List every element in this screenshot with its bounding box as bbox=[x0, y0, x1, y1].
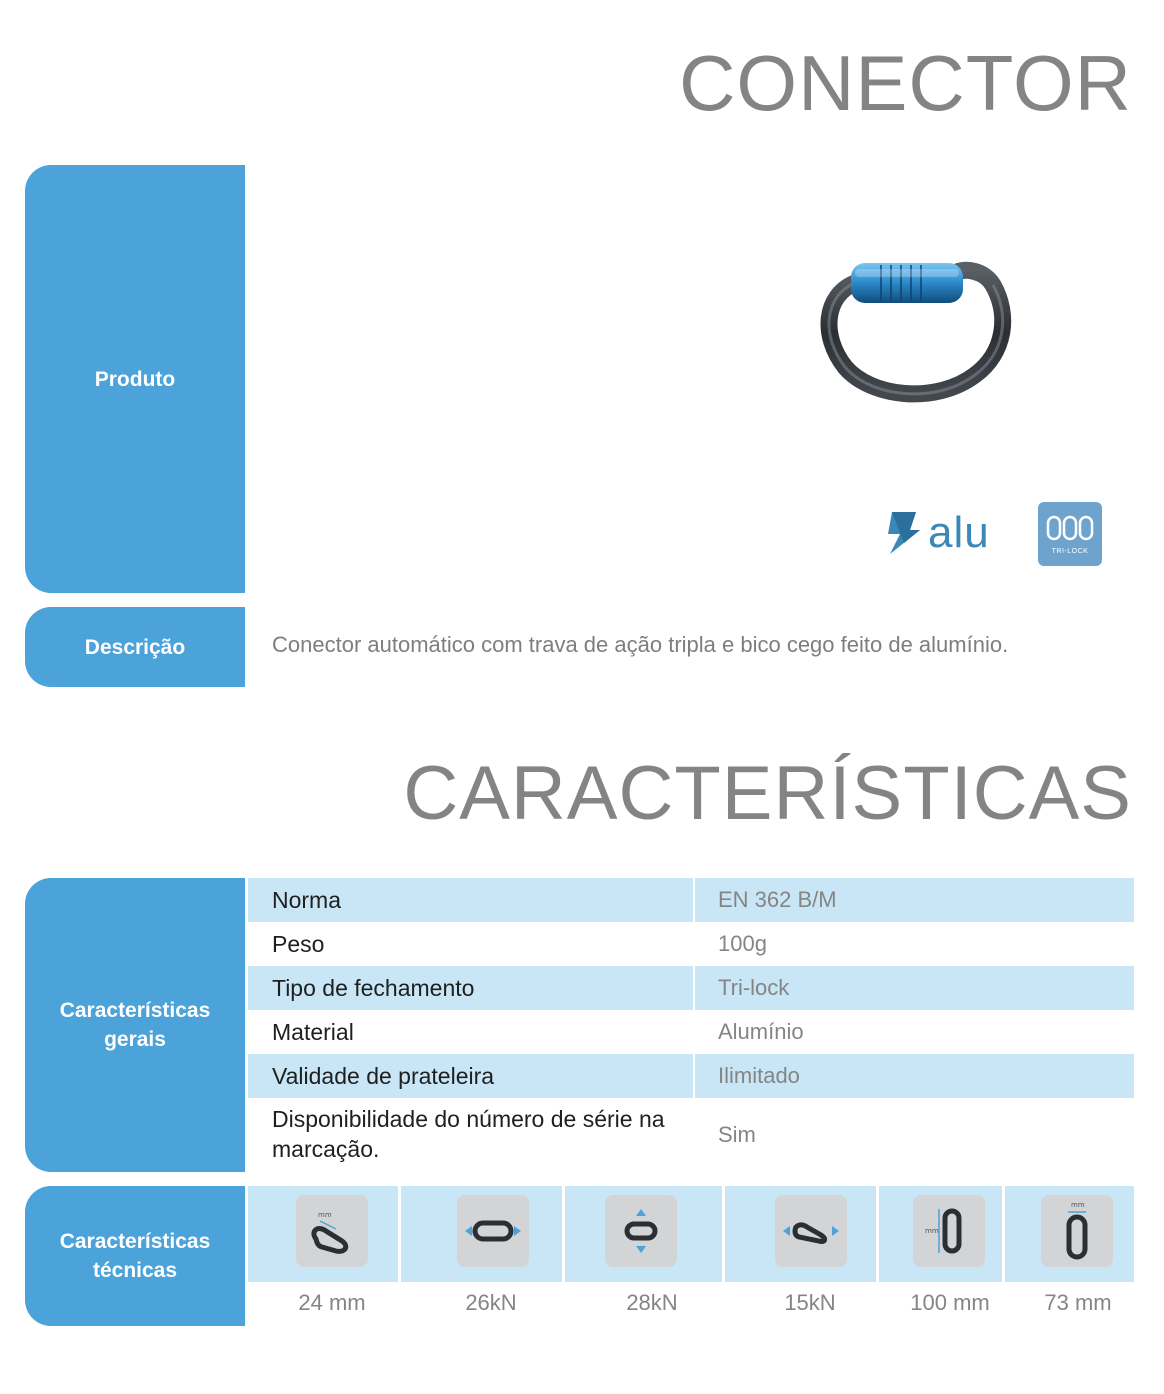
column-divider bbox=[693, 878, 695, 922]
gate-open-strength-icon bbox=[775, 1195, 847, 1267]
tech-item bbox=[725, 1186, 876, 1282]
length-icon bbox=[913, 1195, 985, 1267]
produto-label: Produto bbox=[94, 367, 176, 391]
row-key: Tipo de fechamento bbox=[272, 975, 475, 1001]
gate-opening-icon bbox=[296, 1195, 368, 1267]
page-title: CONECTOR bbox=[679, 39, 1132, 127]
lightning-icon bbox=[886, 510, 922, 556]
tech-value: 24 mm bbox=[298, 1290, 366, 1315]
row-value: Ilimitado bbox=[718, 1063, 800, 1088]
descricao-label-box bbox=[25, 607, 245, 687]
row-value: Sim bbox=[718, 1122, 756, 1147]
width-icon bbox=[1041, 1195, 1113, 1267]
alu-label: alu bbox=[928, 508, 990, 557]
carabiner-product-image bbox=[815, 255, 1015, 410]
table-row bbox=[248, 878, 1134, 922]
aluminium-logo bbox=[886, 508, 990, 558]
tech-item bbox=[1005, 1186, 1134, 1282]
minor-axis-gate-closed-icon bbox=[605, 1195, 677, 1267]
descricao-label: Descrição bbox=[84, 635, 186, 659]
table-row bbox=[248, 1054, 1134, 1098]
row-key: Material bbox=[272, 1019, 354, 1045]
tech-value: 28kN bbox=[626, 1290, 678, 1315]
row-value: EN 362 B/M bbox=[718, 887, 837, 912]
major-axis-strength-icon bbox=[457, 1195, 529, 1267]
row-value: Alumínio bbox=[718, 1019, 804, 1044]
tech-item bbox=[879, 1186, 1002, 1282]
trilock-badge bbox=[1038, 502, 1102, 566]
column-divider bbox=[693, 1054, 695, 1098]
tech-value: 100 mm bbox=[910, 1290, 990, 1315]
svg-text:mm: mm bbox=[1071, 1201, 1085, 1209]
tech-item bbox=[248, 1186, 398, 1282]
tech-value: 26kN bbox=[465, 1290, 517, 1315]
svg-text:mm: mm bbox=[318, 1211, 332, 1219]
tech-item bbox=[565, 1186, 722, 1282]
row-key: Norma bbox=[272, 887, 342, 913]
row-key: Disponibilidade do número de série na marcação. bbox=[272, 1106, 665, 1162]
table-row bbox=[248, 1010, 1134, 1054]
trilock-icon bbox=[1046, 514, 1094, 542]
tech-value: 15kN bbox=[784, 1290, 836, 1315]
technical-characteristics-label: Características técnicas bbox=[59, 1230, 211, 1282]
description-text: Conector automático com trava de ação tripla e bico cego feito de alumínio. bbox=[272, 632, 1009, 657]
tech-value: 73 mm bbox=[1044, 1290, 1112, 1315]
table-row bbox=[248, 966, 1134, 1010]
row-key: Peso bbox=[272, 931, 325, 957]
column-divider bbox=[693, 966, 695, 1010]
produto-label-box bbox=[25, 165, 245, 593]
section-title: CARACTERÍSTICAS bbox=[403, 751, 1132, 836]
row-key: Validade de prateleira bbox=[272, 1063, 495, 1089]
table-row bbox=[248, 922, 1134, 966]
row-value: Tri-lock bbox=[718, 975, 790, 1000]
general-characteristics-label: Características gerais bbox=[59, 999, 211, 1051]
tech-item bbox=[401, 1186, 562, 1282]
row-value: 100g bbox=[718, 931, 767, 956]
technical-characteristics-label-box bbox=[25, 1186, 245, 1326]
trilock-label: TRI-LOCK bbox=[1051, 548, 1089, 555]
table-row bbox=[248, 1100, 1134, 1172]
general-characteristics-label-box bbox=[25, 878, 245, 1172]
technical-icons-band bbox=[248, 1186, 1134, 1282]
svg-text:mm: mm bbox=[925, 1227, 939, 1235]
